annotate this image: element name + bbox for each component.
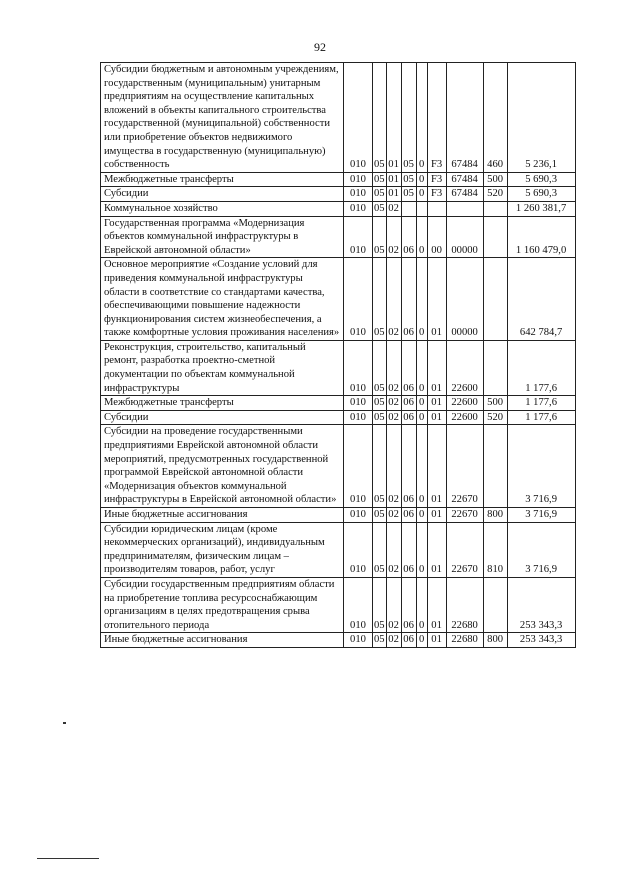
table-row (101, 63, 576, 173)
subsection-code: 02 (386, 633, 401, 648)
row-name: Иные бюджетные ассигнования (101, 633, 344, 648)
section-code: 05 (373, 425, 387, 508)
footnote-rule (37, 858, 99, 859)
program-code: 06 (401, 340, 416, 395)
table-row (101, 410, 576, 425)
program-code: 06 (401, 577, 416, 632)
section-code: 05 (373, 340, 387, 395)
table-row (101, 187, 576, 202)
ministry-code: 010 (344, 187, 373, 202)
ministry-code: 010 (344, 577, 373, 632)
row-name: Межбюджетные трансферты (101, 396, 344, 411)
main-event-code: 01 (427, 508, 446, 523)
ministry-code: 010 (344, 216, 373, 258)
expense-type-code: 520 (483, 187, 507, 202)
table-row (101, 258, 576, 341)
subsection-code: 02 (386, 410, 401, 425)
direction-code: 67484 (446, 63, 483, 173)
ministry-code: 010 (344, 396, 373, 411)
page-number: 92 (314, 40, 326, 54)
row-name: Субсидии государственным предприятиям области на приобретение топлива ресурсоснабжающим организациям в целях предотвращения срыва отопительного периода (101, 577, 344, 632)
margin-mark (63, 722, 66, 724)
amount: 253 343,3 (507, 633, 575, 648)
section-code: 05 (373, 396, 387, 411)
section-code: 05 (373, 63, 387, 173)
subsection-code: 02 (386, 340, 401, 395)
program-code: 05 (401, 187, 416, 202)
subprogram-code: 0 (416, 340, 427, 395)
expense-type-code (483, 577, 507, 632)
main-event-code: F3 (427, 63, 446, 173)
main-event-code: 00 (427, 216, 446, 258)
amount: 642 784,7 (507, 258, 575, 341)
program-code (401, 201, 416, 216)
expense-type-code (483, 216, 507, 258)
amount: 3 716,9 (507, 508, 575, 523)
amount: 5 690,3 (507, 187, 575, 202)
program-code: 06 (401, 425, 416, 508)
ministry-code: 010 (344, 522, 373, 577)
section-code: 05 (373, 633, 387, 648)
ministry-code: 010 (344, 172, 373, 187)
table-row (101, 396, 576, 411)
main-event-code: F3 (427, 187, 446, 202)
main-event-code: 01 (427, 577, 446, 632)
table-row (101, 425, 576, 508)
direction-code (446, 201, 483, 216)
amount: 3 716,9 (507, 522, 575, 577)
main-event-code: 01 (427, 425, 446, 508)
direction-code: 00000 (446, 216, 483, 258)
program-code: 06 (401, 508, 416, 523)
row-name: Коммунальное хозяйство (101, 201, 344, 216)
subsection-code: 02 (386, 201, 401, 216)
expense-type-code: 500 (483, 172, 507, 187)
amount: 5 236,1 (507, 63, 575, 173)
subprogram-code: 0 (416, 522, 427, 577)
amount: 5 690,3 (507, 172, 575, 187)
table-row (101, 216, 576, 258)
subprogram-code: 0 (416, 410, 427, 425)
subsection-code: 02 (386, 522, 401, 577)
ministry-code: 010 (344, 201, 373, 216)
subprogram-code: 0 (416, 508, 427, 523)
program-code: 06 (401, 258, 416, 341)
ministry-code: 010 (344, 340, 373, 395)
direction-code: 22600 (446, 410, 483, 425)
direction-code: 22600 (446, 340, 483, 395)
section-code: 05 (373, 258, 387, 341)
main-event-code: 01 (427, 522, 446, 577)
table-row (101, 522, 576, 577)
direction-code: 22680 (446, 577, 483, 632)
direction-code: 22670 (446, 522, 483, 577)
row-name: Реконструкция, строительство, капитальный ремонт, разработка проектно-сметной документации по объектам коммунальной инфраструктуры (101, 340, 344, 395)
budget-table (100, 62, 576, 648)
amount: 253 343,3 (507, 577, 575, 632)
direction-code: 67484 (446, 172, 483, 187)
row-name: Межбюджетные трансферты (101, 172, 344, 187)
program-code: 05 (401, 172, 416, 187)
row-name: Иные бюджетные ассигнования (101, 508, 344, 523)
main-event-code: 01 (427, 396, 446, 411)
subprogram-code: 0 (416, 258, 427, 341)
program-code: 06 (401, 216, 416, 258)
expense-type-code: 460 (483, 63, 507, 173)
ministry-code: 010 (344, 410, 373, 425)
direction-code: 22600 (446, 396, 483, 411)
table-row (101, 508, 576, 523)
section-code: 05 (373, 577, 387, 632)
ministry-code: 010 (344, 425, 373, 508)
subprogram-code: 0 (416, 577, 427, 632)
row-name: Субсидии бюджетным и автономным учреждениям, государственным (муниципальным) унитарным предприятиям на осуществление капитальных вложений в объекты капитального строительства государственной (муниципальной) собственности или приобретение объектов недвижимого имущества в государственную (муниципальную) собственность (101, 63, 344, 173)
subsection-code: 02 (386, 508, 401, 523)
subprogram-code: 0 (416, 187, 427, 202)
direction-code: 00000 (446, 258, 483, 341)
program-code: 05 (401, 63, 416, 173)
ministry-code: 010 (344, 508, 373, 523)
table-row (101, 201, 576, 216)
main-event-code: 01 (427, 258, 446, 341)
subsection-code: 01 (386, 187, 401, 202)
expense-type-code (483, 258, 507, 341)
main-event-code: F3 (427, 172, 446, 187)
amount: 1 160 479,0 (507, 216, 575, 258)
direction-code: 67484 (446, 187, 483, 202)
subprogram-code (416, 201, 427, 216)
section-code: 05 (373, 201, 387, 216)
section-code: 05 (373, 522, 387, 577)
section-code: 05 (373, 508, 387, 523)
expense-type-code (483, 340, 507, 395)
subprogram-code: 0 (416, 216, 427, 258)
ministry-code: 010 (344, 633, 373, 648)
subsection-code: 02 (386, 577, 401, 632)
direction-code: 22670 (446, 425, 483, 508)
ministry-code: 010 (344, 63, 373, 173)
expense-type-code: 800 (483, 633, 507, 648)
subsection-code: 01 (386, 172, 401, 187)
section-code: 05 (373, 187, 387, 202)
expense-type-code: 800 (483, 508, 507, 523)
section-code: 05 (373, 172, 387, 187)
budget-table-body (101, 63, 576, 648)
row-name: Субсидии (101, 187, 344, 202)
main-event-code (427, 201, 446, 216)
program-code: 06 (401, 410, 416, 425)
subprogram-code: 0 (416, 172, 427, 187)
subprogram-code: 0 (416, 396, 427, 411)
table-row (101, 577, 576, 632)
row-name: Субсидии юридическим лицам (кроме некоммерческих организаций), индивидуальным предпринимателям, физическим лицам – производителям товаров, работ, услуг (101, 522, 344, 577)
row-name: Субсидии на проведение государственными предприятиями Еврейской автономной области мероприятий, предусмотренных государственной программой Еврейской автономной области «Модернизация объектов коммунальной инфраструктуры в Еврейской автономной области» (101, 425, 344, 508)
subsection-code: 02 (386, 396, 401, 411)
subsection-code: 02 (386, 258, 401, 341)
main-event-code: 01 (427, 633, 446, 648)
expense-type-code (483, 425, 507, 508)
amount: 3 716,9 (507, 425, 575, 508)
subsection-code: 01 (386, 63, 401, 173)
amount: 1 177,6 (507, 396, 575, 411)
expense-type-code: 520 (483, 410, 507, 425)
section-code: 05 (373, 410, 387, 425)
row-name: Государственная программа «Модернизация объектов коммунальной инфраструктуры в Еврейской автономной области» (101, 216, 344, 258)
table-row (101, 633, 576, 648)
amount: 1 260 381,7 (507, 201, 575, 216)
row-name: Основное мероприятие «Создание условий для приведения коммунальной инфраструктуры области в соответствие со стандартами качества, обеспечивающими повышение надежности функционирования систем жизнеобеспечения, а также комфортные условия проживания населения» (101, 258, 344, 341)
table-row (101, 172, 576, 187)
row-name: Субсидии (101, 410, 344, 425)
main-event-code: 01 (427, 340, 446, 395)
direction-code: 22680 (446, 633, 483, 648)
amount: 1 177,6 (507, 410, 575, 425)
direction-code: 22670 (446, 508, 483, 523)
program-code: 06 (401, 522, 416, 577)
expense-type-code: 500 (483, 396, 507, 411)
section-code: 05 (373, 216, 387, 258)
table-row (101, 340, 576, 395)
main-event-code: 01 (427, 410, 446, 425)
expense-type-code (483, 201, 507, 216)
subprogram-code: 0 (416, 425, 427, 508)
subprogram-code: 0 (416, 63, 427, 173)
subsection-code: 02 (386, 216, 401, 258)
program-code: 06 (401, 396, 416, 411)
subsection-code: 02 (386, 425, 401, 508)
ministry-code: 010 (344, 258, 373, 341)
program-code: 06 (401, 633, 416, 648)
subprogram-code: 0 (416, 633, 427, 648)
amount: 1 177,6 (507, 340, 575, 395)
expense-type-code: 810 (483, 522, 507, 577)
